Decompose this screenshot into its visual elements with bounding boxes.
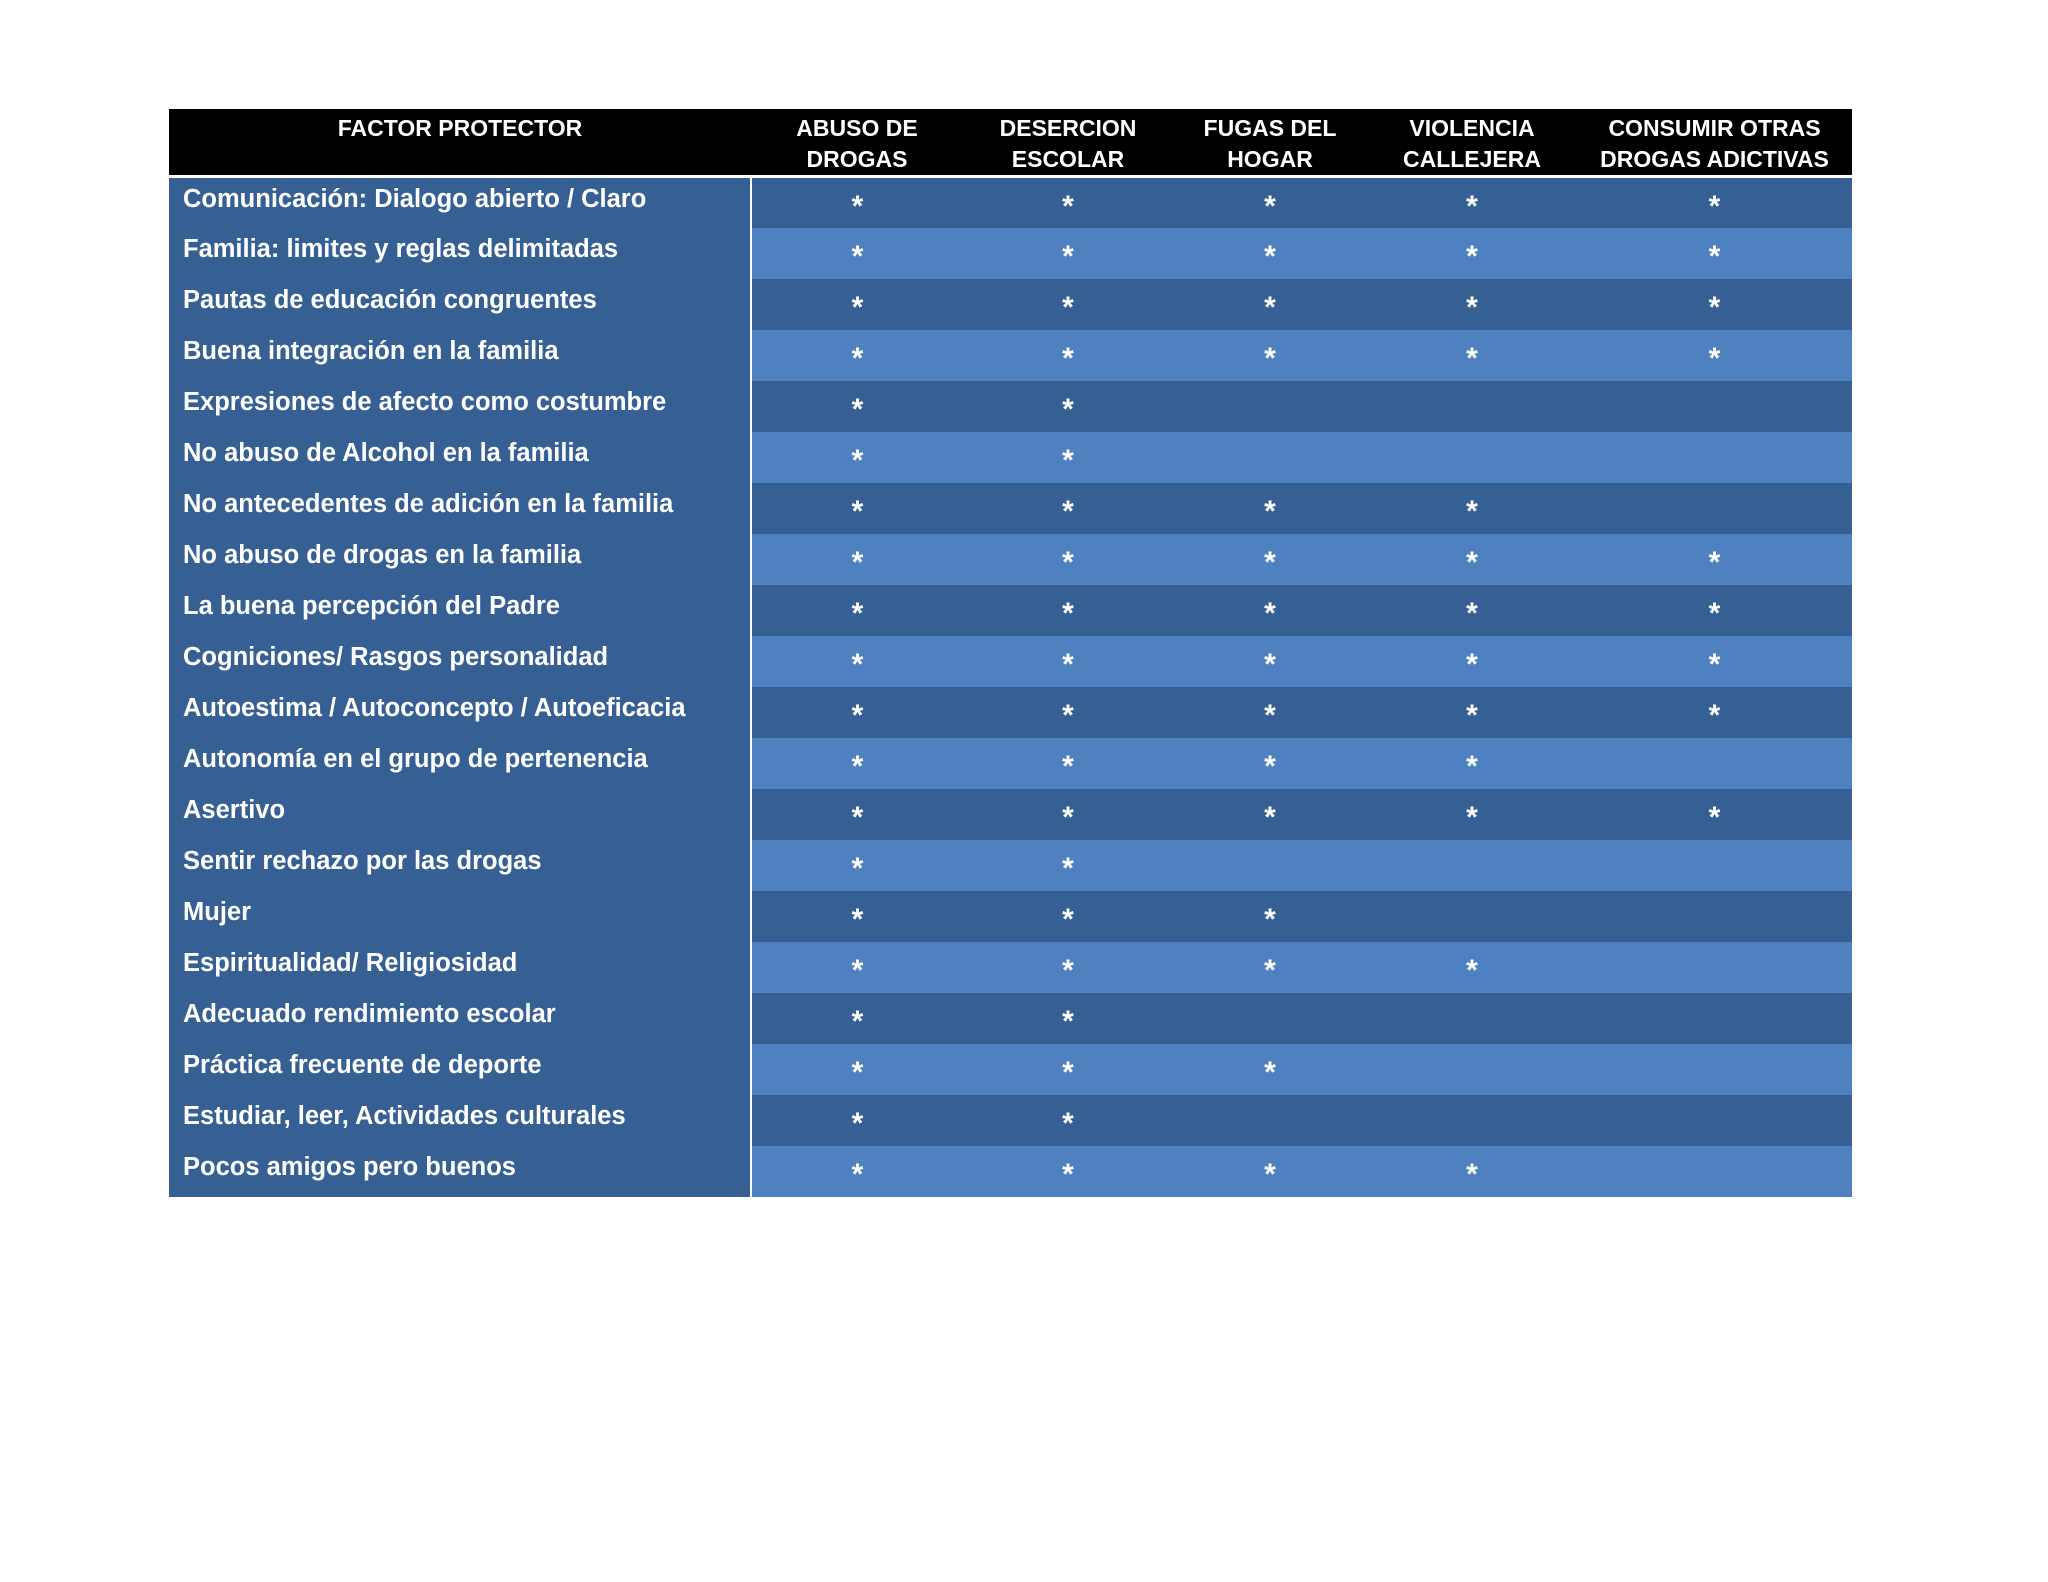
mark-cell-consumir — [1577, 687, 1852, 738]
mark-cell-violencia — [1367, 1044, 1577, 1095]
asterisk-mark: * — [1466, 953, 1478, 987]
mark-cell-desercion — [963, 789, 1173, 840]
factor-label: La buena percepción del Padre — [169, 585, 751, 636]
factor-label: Mujer — [169, 891, 751, 942]
mark-cell-consumir — [1577, 942, 1852, 993]
mark-cell-desercion — [963, 840, 1173, 891]
mark-cell-abuso — [751, 534, 963, 585]
mark-cell-fugas — [1173, 1146, 1367, 1197]
mark-cell-abuso — [751, 1146, 963, 1197]
factor-label: No antecedentes de adición en la familia — [169, 483, 751, 534]
mark-cell-consumir — [1577, 1044, 1852, 1095]
asterisk-mark: * — [1062, 1157, 1074, 1191]
table-row — [169, 738, 1852, 789]
mark-cell-abuso — [751, 177, 963, 228]
mark-cell-desercion — [963, 738, 1173, 789]
asterisk-mark: * — [1264, 290, 1276, 324]
mark-cell-violencia — [1367, 483, 1577, 534]
mark-cell-abuso — [751, 636, 963, 687]
mark-cell-abuso — [751, 891, 963, 942]
asterisk-mark: * — [851, 902, 864, 936]
asterisk-mark: * — [1062, 239, 1074, 273]
asterisk-mark: * — [851, 1055, 864, 1089]
asterisk-mark: * — [851, 290, 864, 324]
asterisk-mark: * — [1466, 647, 1478, 681]
asterisk-mark: * — [1062, 494, 1074, 528]
table-row — [169, 1044, 1852, 1095]
mark-cell-violencia — [1367, 942, 1577, 993]
asterisk-mark: * — [1264, 239, 1276, 273]
mark-cell-consumir — [1577, 585, 1852, 636]
mark-cell-desercion — [963, 330, 1173, 381]
asterisk-mark: * — [1708, 800, 1721, 834]
mark-cell-abuso — [751, 279, 963, 330]
factor-label: Buena integración en la familia — [169, 330, 751, 381]
table-row — [169, 177, 1852, 228]
table-row — [169, 993, 1852, 1044]
mark-cell-desercion — [963, 381, 1173, 432]
asterisk-mark: * — [1264, 545, 1276, 579]
asterisk-mark: * — [851, 596, 864, 630]
asterisk-mark: * — [1466, 190, 1478, 223]
asterisk-mark: * — [1708, 698, 1721, 732]
mark-cell-abuso — [751, 1044, 963, 1095]
table-row — [169, 534, 1852, 585]
asterisk-mark: * — [1062, 1055, 1074, 1089]
header-desercion-escolar: DESERCION ESCOLAR — [963, 109, 1173, 177]
asterisk-mark: * — [1062, 749, 1074, 783]
mark-cell-fugas — [1173, 330, 1367, 381]
mark-cell-consumir — [1577, 279, 1852, 330]
mark-cell-consumir — [1577, 1095, 1852, 1146]
asterisk-mark: * — [1062, 341, 1074, 375]
mark-cell-fugas — [1173, 228, 1367, 279]
factor-label: Cogniciones/ Rasgos personalidad — [169, 636, 751, 687]
table-row — [169, 483, 1852, 534]
asterisk-mark: * — [1062, 1106, 1074, 1140]
mark-cell-abuso — [751, 789, 963, 840]
asterisk-mark: * — [1466, 341, 1478, 375]
mark-cell-fugas — [1173, 942, 1367, 993]
header-consumir-otras-drogas: CONSUMIR OTRAS DROGAS ADICTIVAS — [1577, 109, 1852, 177]
mark-cell-desercion — [963, 1095, 1173, 1146]
asterisk-mark: * — [851, 647, 864, 681]
asterisk-mark: * — [1264, 1157, 1276, 1191]
mark-cell-violencia — [1367, 585, 1577, 636]
mark-cell-consumir — [1577, 1146, 1852, 1197]
table-row — [169, 636, 1852, 687]
mark-cell-abuso — [751, 228, 963, 279]
mark-cell-fugas — [1173, 891, 1367, 942]
mark-cell-abuso — [751, 942, 963, 993]
mark-cell-abuso — [751, 687, 963, 738]
mark-cell-consumir — [1577, 330, 1852, 381]
asterisk-mark: * — [1062, 698, 1074, 732]
asterisk-mark: * — [1708, 596, 1721, 630]
table-row — [169, 1146, 1852, 1197]
asterisk-mark: * — [851, 341, 864, 375]
mark-cell-violencia — [1367, 381, 1577, 432]
mark-cell-fugas — [1173, 1095, 1367, 1146]
mark-cell-violencia — [1367, 891, 1577, 942]
table-row — [169, 942, 1852, 993]
asterisk-mark: * — [851, 443, 864, 477]
mark-cell-fugas — [1173, 840, 1367, 891]
mark-cell-desercion — [963, 636, 1173, 687]
mark-cell-fugas — [1173, 687, 1367, 738]
factor-label: Práctica frecuente de deporte — [169, 1044, 751, 1095]
mark-cell-fugas — [1173, 738, 1367, 789]
mark-cell-desercion — [963, 279, 1173, 330]
header-factor-protector: FACTOR PROTECTOR — [169, 109, 751, 177]
mark-cell-desercion — [963, 228, 1173, 279]
asterisk-mark: * — [1708, 647, 1721, 681]
table-row — [169, 891, 1852, 942]
asterisk-mark: * — [1708, 290, 1721, 324]
table-header — [169, 109, 1852, 177]
mark-cell-fugas — [1173, 381, 1367, 432]
mark-cell-abuso — [751, 585, 963, 636]
mark-cell-fugas — [1173, 177, 1367, 228]
mark-cell-violencia — [1367, 789, 1577, 840]
asterisk-mark: * — [851, 545, 864, 579]
table-row — [169, 687, 1852, 738]
asterisk-mark: * — [1062, 190, 1074, 223]
factor-label: Asertivo — [169, 789, 751, 840]
asterisk-mark: * — [1466, 596, 1478, 630]
table-row — [169, 840, 1852, 891]
mark-cell-consumir — [1577, 840, 1852, 891]
factor-label: No abuso de drogas en la familia — [169, 534, 751, 585]
factor-label: Comunicación: Dialogo abierto / Claro — [169, 177, 751, 228]
mark-cell-consumir — [1577, 177, 1852, 228]
asterisk-mark: * — [1264, 749, 1276, 783]
mark-cell-violencia — [1367, 279, 1577, 330]
table-body — [169, 177, 1852, 1197]
asterisk-mark: * — [851, 494, 864, 528]
asterisk-mark: * — [1466, 800, 1478, 834]
mark-cell-fugas — [1173, 636, 1367, 687]
mark-cell-consumir — [1577, 636, 1852, 687]
asterisk-mark: * — [1466, 290, 1478, 324]
mark-cell-desercion — [963, 1044, 1173, 1095]
table-row — [169, 585, 1852, 636]
asterisk-mark: * — [1062, 851, 1074, 885]
table-row — [169, 789, 1852, 840]
table-row — [169, 381, 1852, 432]
mark-cell-desercion — [963, 585, 1173, 636]
asterisk-mark: * — [851, 239, 864, 273]
mark-cell-consumir — [1577, 483, 1852, 534]
asterisk-mark: * — [1466, 494, 1478, 528]
mark-cell-fugas — [1173, 789, 1367, 840]
asterisk-mark: * — [1062, 596, 1074, 630]
asterisk-mark: * — [1708, 545, 1721, 579]
asterisk-mark: * — [1062, 392, 1074, 426]
table-row — [169, 432, 1852, 483]
asterisk-mark: * — [1708, 190, 1721, 223]
asterisk-mark: * — [1264, 596, 1276, 630]
factor-label: Autonomía en el grupo de pertenencia — [169, 738, 751, 789]
asterisk-mark: * — [1062, 647, 1074, 681]
asterisk-mark: * — [851, 190, 864, 223]
asterisk-mark: * — [1264, 698, 1276, 732]
mark-cell-desercion — [963, 432, 1173, 483]
table-row — [169, 1095, 1852, 1146]
mark-cell-violencia — [1367, 330, 1577, 381]
mark-cell-desercion — [963, 687, 1173, 738]
mark-cell-abuso — [751, 432, 963, 483]
mark-cell-violencia — [1367, 432, 1577, 483]
mark-cell-desercion — [963, 993, 1173, 1044]
mark-cell-violencia — [1367, 738, 1577, 789]
asterisk-mark: * — [1264, 190, 1276, 223]
asterisk-mark: * — [1466, 749, 1478, 783]
asterisk-mark: * — [851, 1106, 864, 1140]
asterisk-mark: * — [1466, 1157, 1478, 1191]
mark-cell-abuso — [751, 330, 963, 381]
mark-cell-desercion — [963, 1146, 1173, 1197]
header-row — [169, 109, 1852, 177]
mark-cell-consumir — [1577, 738, 1852, 789]
mark-cell-abuso — [751, 993, 963, 1044]
asterisk-mark: * — [851, 698, 864, 732]
mark-cell-fugas — [1173, 483, 1367, 534]
protective-factors-table — [169, 109, 1852, 1197]
factor-label: Espiritualidad/ Religiosidad — [169, 942, 751, 993]
factor-label: Pautas de educación congruentes — [169, 279, 751, 330]
factor-label: Autoestima / Autoconcepto / Autoeficacia — [169, 687, 751, 738]
mark-cell-abuso — [751, 381, 963, 432]
mark-cell-violencia — [1367, 993, 1577, 1044]
header-abuso-de-drogas: ABUSO DE DROGAS — [751, 109, 963, 177]
mark-cell-violencia — [1367, 1095, 1577, 1146]
asterisk-mark: * — [851, 851, 864, 885]
mark-cell-abuso — [751, 738, 963, 789]
mark-cell-consumir — [1577, 891, 1852, 942]
mark-cell-desercion — [963, 942, 1173, 993]
asterisk-mark: * — [1466, 545, 1478, 579]
mark-cell-fugas — [1173, 534, 1367, 585]
asterisk-mark: * — [1062, 800, 1074, 834]
header-fugas-del-hogar: FUGAS DEL HOGAR — [1173, 109, 1367, 177]
asterisk-mark: * — [1264, 953, 1276, 987]
mark-cell-violencia — [1367, 687, 1577, 738]
mark-cell-consumir — [1577, 381, 1852, 432]
factor-label: Pocos amigos pero buenos — [169, 1146, 751, 1197]
table-row — [169, 279, 1852, 330]
factor-label: Familia: limites y reglas delimitadas — [169, 228, 751, 279]
factor-label: Estudiar, leer, Actividades culturales — [169, 1095, 751, 1146]
mark-cell-fugas — [1173, 432, 1367, 483]
mark-cell-abuso — [751, 1095, 963, 1146]
mark-cell-desercion — [963, 891, 1173, 942]
asterisk-mark: * — [1062, 1004, 1074, 1038]
mark-cell-consumir — [1577, 789, 1852, 840]
mark-cell-consumir — [1577, 228, 1852, 279]
asterisk-mark: * — [1264, 494, 1276, 528]
factor-label: Adecuado rendimiento escolar — [169, 993, 751, 1044]
mark-cell-abuso — [751, 483, 963, 534]
asterisk-mark: * — [851, 800, 864, 834]
mark-cell-violencia — [1367, 840, 1577, 891]
mark-cell-fugas — [1173, 993, 1367, 1044]
asterisk-mark: * — [1466, 239, 1478, 273]
asterisk-mark: * — [851, 392, 864, 426]
mark-cell-violencia — [1367, 534, 1577, 585]
asterisk-mark: * — [1264, 800, 1276, 834]
table-row — [169, 228, 1852, 279]
mark-cell-desercion — [963, 177, 1173, 228]
header-violencia-callejera: VIOLENCIA CALLEJERA — [1367, 109, 1577, 177]
mark-cell-violencia — [1367, 177, 1577, 228]
asterisk-mark: * — [851, 1004, 864, 1038]
asterisk-mark: * — [1062, 545, 1074, 579]
factor-label: Expresiones de afecto como costumbre — [169, 381, 751, 432]
asterisk-mark: * — [1264, 1055, 1276, 1089]
mark-cell-violencia — [1367, 636, 1577, 687]
factor-label: No abuso de Alcohol en la familia — [169, 432, 751, 483]
asterisk-mark: * — [851, 1157, 864, 1191]
mark-cell-violencia — [1367, 228, 1577, 279]
mark-cell-desercion — [963, 483, 1173, 534]
asterisk-mark: * — [1062, 953, 1074, 987]
mark-cell-consumir — [1577, 432, 1852, 483]
mark-cell-fugas — [1173, 1044, 1367, 1095]
asterisk-mark: * — [1466, 698, 1478, 732]
asterisk-mark: * — [1264, 341, 1276, 375]
asterisk-mark: * — [1062, 290, 1074, 324]
mark-cell-fugas — [1173, 279, 1367, 330]
mark-cell-consumir — [1577, 993, 1852, 1044]
mark-cell-fugas — [1173, 585, 1367, 636]
table-row — [169, 330, 1852, 381]
asterisk-mark: * — [1062, 902, 1074, 936]
asterisk-mark: * — [1062, 443, 1074, 477]
asterisk-mark: * — [851, 953, 864, 987]
mark-cell-consumir — [1577, 534, 1852, 585]
mark-cell-violencia — [1367, 1146, 1577, 1197]
asterisk-mark: * — [851, 749, 864, 783]
asterisk-mark: * — [1264, 902, 1276, 936]
asterisk-mark: * — [1708, 239, 1721, 273]
mark-cell-desercion — [963, 534, 1173, 585]
asterisk-mark: * — [1264, 647, 1276, 681]
mark-cell-abuso — [751, 840, 963, 891]
factor-label: Sentir rechazo por las drogas — [169, 840, 751, 891]
asterisk-mark: * — [1708, 341, 1721, 375]
